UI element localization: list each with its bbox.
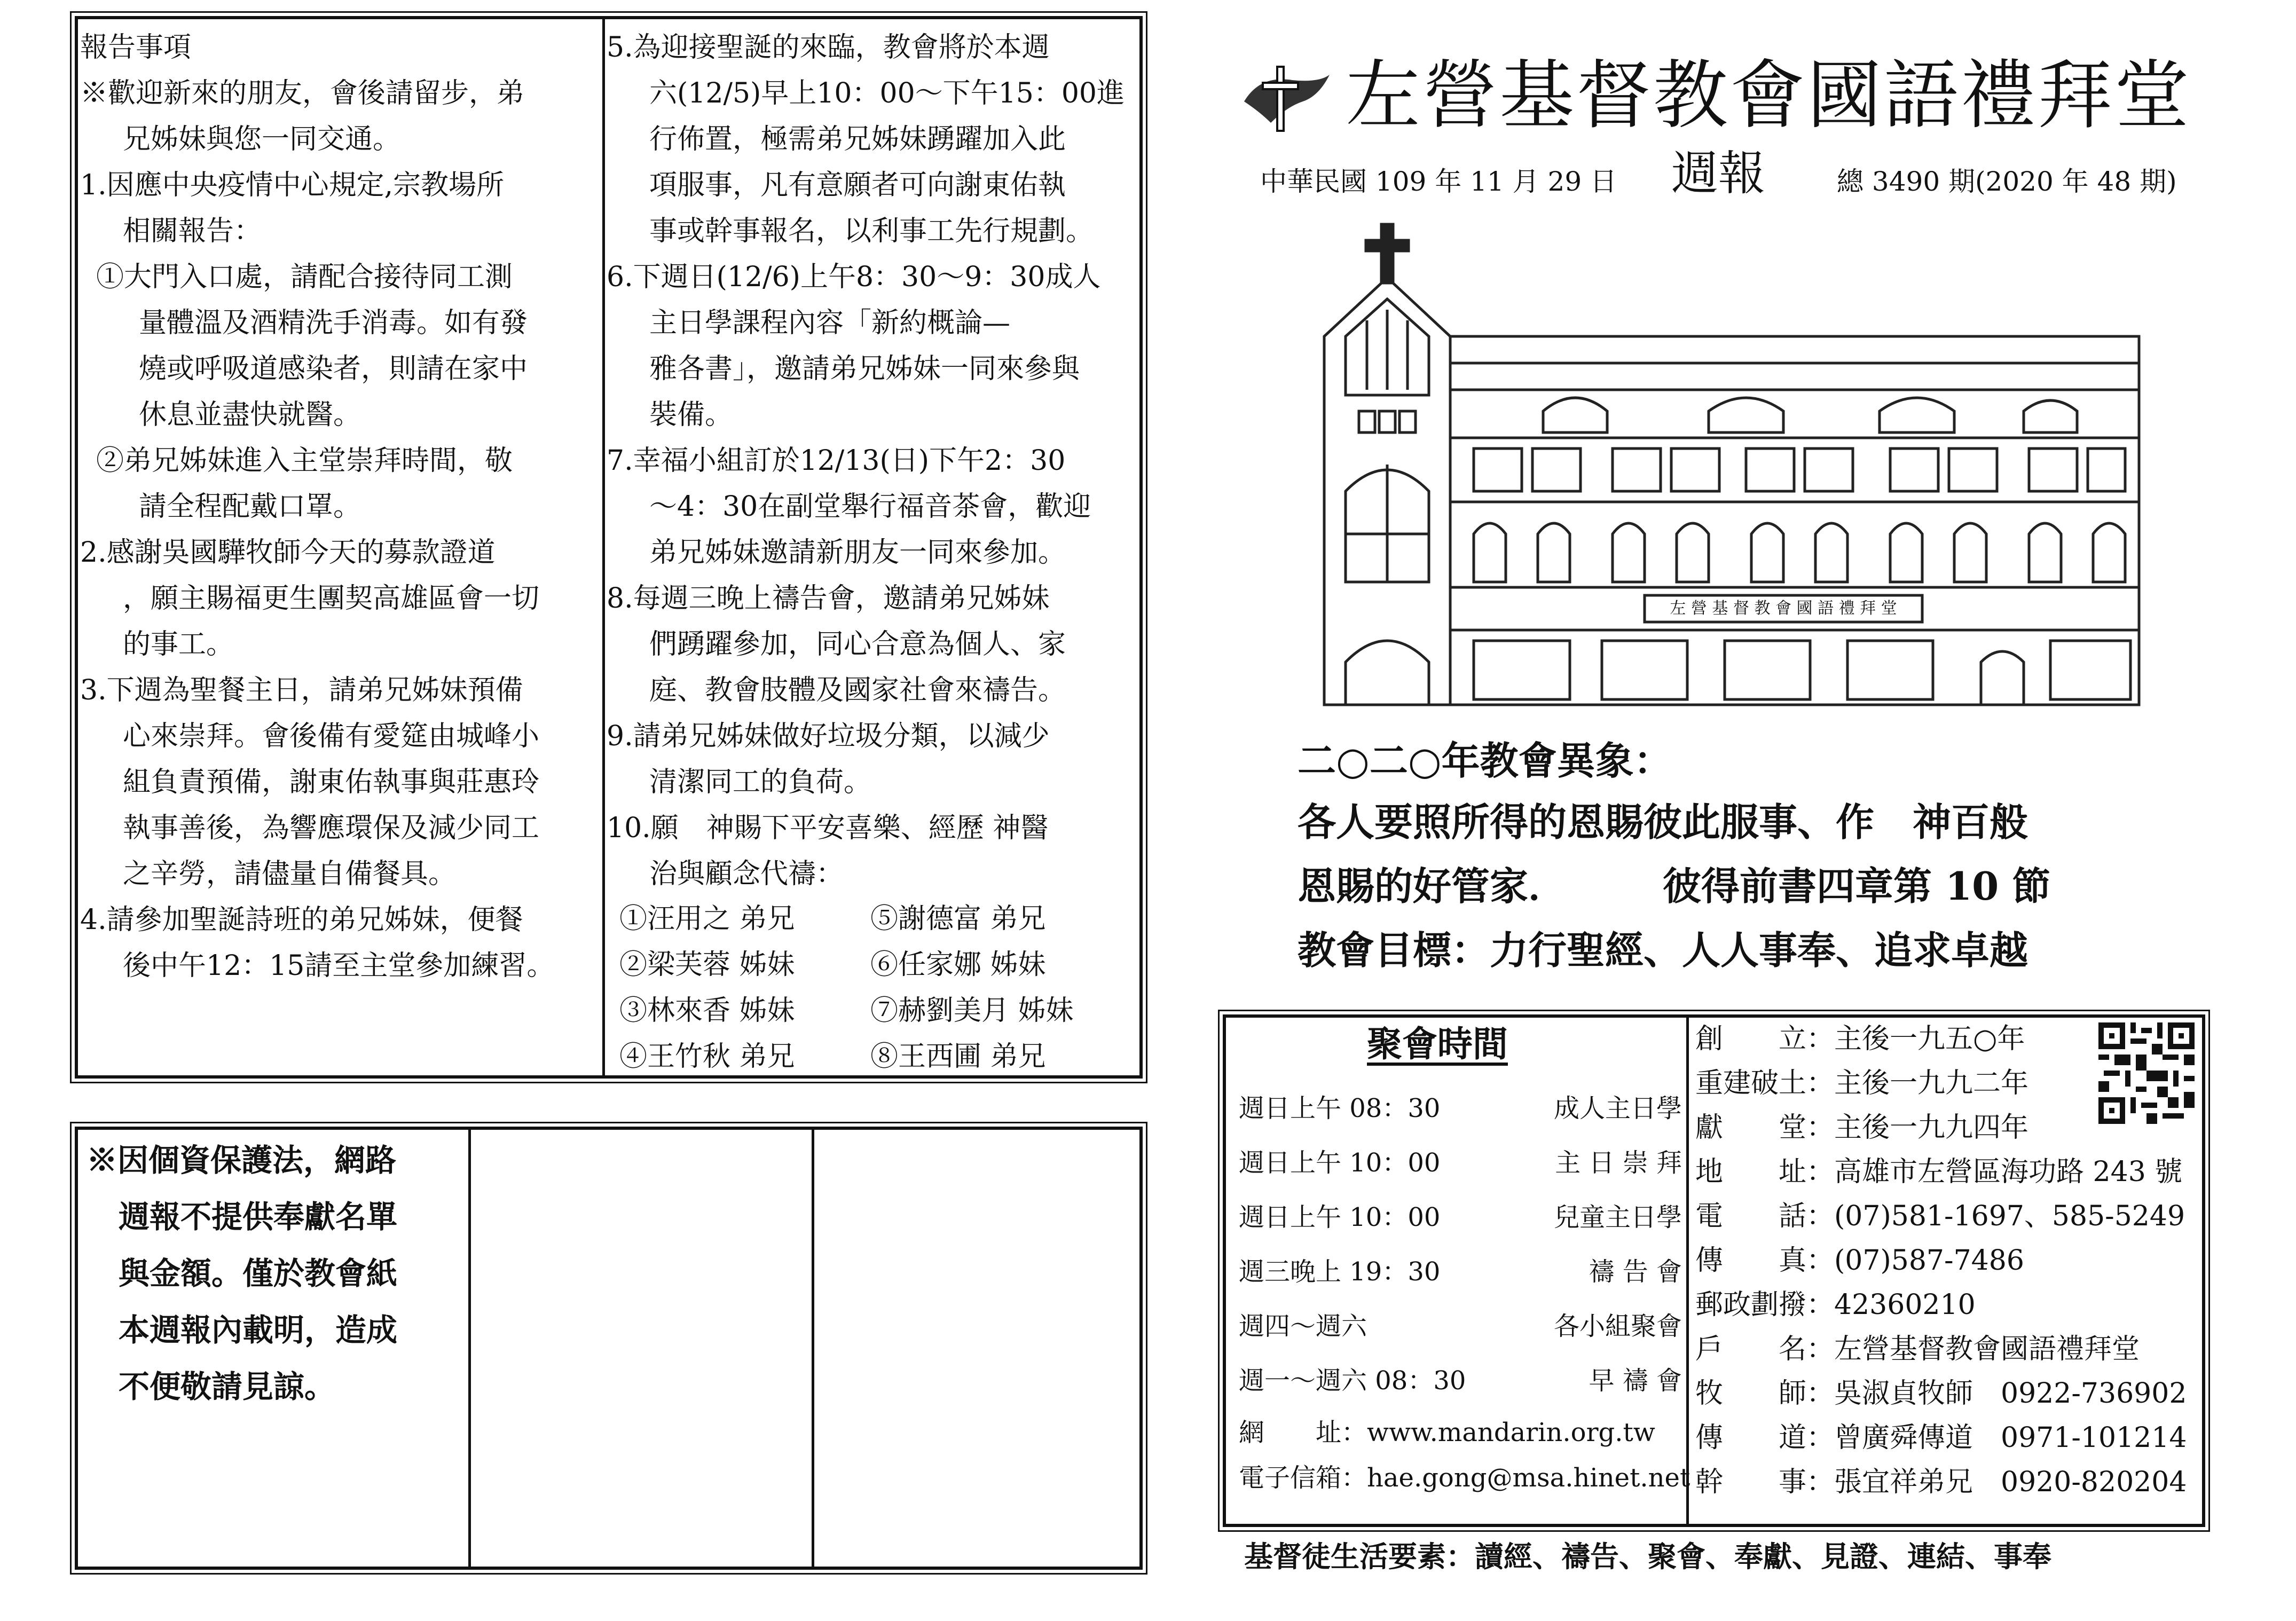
- schedule-row: [1239, 1081, 1682, 1136]
- privacy-notice: [87, 1132, 460, 1415]
- announcement-line: 之辛勞，請儘量自備餐具。: [123, 858, 457, 890]
- prayer-name: ④王竹秋 弟兄: [619, 1041, 795, 1073]
- announcement-line: 5.為迎接聖誕的來臨，教會將於本週: [607, 32, 1050, 64]
- announcement-line: 1.因應中央疫情中心規定,宗教場所: [80, 169, 505, 201]
- announcement-line: 量體溫及酒精洗手消毒。如有發: [139, 307, 528, 339]
- announcement-line: 弟兄姊妹邀請新朋友一同來參加。: [649, 537, 1066, 569]
- announcement-line: 2.感謝吳國驊牧師今天的募款證道: [80, 537, 496, 569]
- church-building-illustration: [1314, 214, 2146, 710]
- announcement-line: ～4：30在副堂舉行福音茶會，歡迎: [649, 491, 1091, 523]
- announcement-line: 主日學課程內容「新約概論—: [649, 307, 1011, 339]
- announcement-line: 後中午12：15請至主堂參加練習。: [123, 950, 555, 982]
- schedule-row: [1239, 1190, 1682, 1245]
- schedule-event: 各小組聚會: [1553, 1311, 1682, 1341]
- church-name: 左營基督教會國語禮拜堂: [1346, 52, 2192, 139]
- schedule-time: 週四～週六: [1239, 1311, 1367, 1341]
- schedule-time: 週一～週六 08：30: [1239, 1366, 1466, 1396]
- schedule-list: [1239, 1081, 1682, 1408]
- church-info-line: 牧 師：吳淑貞牧師 0922-736902: [1695, 1378, 2187, 1410]
- schedule-row: [1239, 1245, 1682, 1299]
- schedule-row: [1239, 1354, 1682, 1408]
- announcements-divider: [602, 16, 605, 1079]
- announcement-line: ※歡迎新來的朋友，會後請留步，弟: [80, 77, 525, 109]
- prayer-name: ②梁芙蓉 姊妹: [619, 949, 795, 981]
- announcement-line: ②弟兄姊妹進入主堂崇拜時間，敬: [96, 445, 513, 477]
- announcement-line: 的事工。: [123, 628, 234, 660]
- schedule-event: 兒童主日學: [1553, 1202, 1682, 1232]
- schedule-time: 週日上午 08：30: [1239, 1093, 1441, 1123]
- announcement-line: 休息並盡快就醫。: [139, 399, 361, 431]
- prayer-name: ⑧王西圃 弟兄: [870, 1041, 1046, 1073]
- privacy-notice-line: 與金額。僅於教會紙: [119, 1255, 398, 1292]
- privacy-notice-line: 本週報內載明，造成: [119, 1312, 398, 1348]
- website: 網 址：www.mandarin.org.tw: [1239, 1418, 1655, 1447]
- email: 電子信箱：hae.gong@msa.hinet.net: [1239, 1463, 1690, 1493]
- schedule-event: 成人主日學: [1553, 1093, 1682, 1123]
- announcement-line: 行佈置，極需弟兄姊妹踴躍加入此: [649, 123, 1066, 155]
- announcement-line: 9.請弟兄姊妹做好垃圾分類，以減少: [607, 720, 1050, 752]
- announcement-line: 6.下週日(12/6)上午8：30～9：30成人: [607, 261, 1101, 293]
- church-info-line: 幹 事：張宜祥弟兄 0920-820204: [1695, 1466, 2187, 1498]
- prayer-list-row: [619, 942, 1143, 988]
- announcement-line: 庭、教會肢體及國家社會來禱告。: [649, 674, 1066, 706]
- prayer-name: ⑦赫劉美月 姊妹: [870, 995, 1074, 1027]
- church-info-line: 創 立：主後一九五○年: [1695, 1023, 2025, 1055]
- vision-title: 二○二○年教會異象：: [1298, 738, 1672, 783]
- building-sign-text: 左 營 基 督 教 會 國 語 禮 拜 堂: [1670, 599, 1897, 618]
- announcement-line: 六(12/5)早上10：00～下午15：00進: [649, 77, 1125, 109]
- prayer-list-row: [619, 896, 1143, 942]
- vision-line-2: 恩賜的好管家． 彼得前書四章第 10 節: [1298, 863, 2051, 909]
- bulletin-date: 中華民國 109 年 11 月 29 日: [1260, 166, 1617, 197]
- church-info-line: 郵政劃撥：42360210: [1695, 1289, 1976, 1321]
- church-goal: 教會目標：力行聖經、人人事奉、追求卓越: [1298, 927, 2028, 973]
- schedule-event: 主 日 崇 拜: [1555, 1148, 1682, 1178]
- church-info-line: 傳 真：(07)587-7486: [1695, 1245, 2024, 1277]
- announcement-line: 燒或呼吸道感染者，則請在家中: [139, 353, 528, 385]
- announcement-line: 兄姊妹與您一同交通。: [123, 123, 401, 155]
- schedule-event: 早 禱 會: [1589, 1366, 1682, 1396]
- vision-line-1: 各人要照所得的恩賜彼此服事、作 神百般: [1298, 799, 2028, 845]
- church-logo: [1239, 64, 1335, 133]
- announcement-line: 7.幸福小組訂於12/13(日)下午2：30: [607, 445, 1066, 477]
- announcement-line: 治與顧念代禱：: [649, 858, 844, 890]
- prayer-list-row: [619, 988, 1143, 1034]
- announcement-line: 清潔同工的負荷。: [649, 766, 872, 798]
- offering-divider-2: [812, 1127, 814, 1570]
- schedule-time: 週日上午 10：00: [1239, 1202, 1441, 1232]
- prayer-name: ⑥任家娜 姊妹: [870, 949, 1046, 981]
- prayer-name: ①汪用之 弟兄: [619, 903, 795, 935]
- announcement-line: 項服事，凡有意願者可向謝東佑執: [649, 169, 1066, 201]
- announcement-line: 們踴躍參加，同心合意為個人、家: [649, 628, 1066, 660]
- prayer-list: [619, 896, 1143, 1080]
- announcement-line: 心來崇拜。會後備有愛筵由城峰小: [123, 720, 540, 752]
- prayer-name: ⑤謝德富 弟兄: [870, 903, 1046, 935]
- schedule-row: [1239, 1136, 1682, 1190]
- schedule-info-divider: [1686, 1014, 1689, 1527]
- privacy-notice-line: 不便敬請見諒。: [119, 1368, 336, 1405]
- schedule-row: [1239, 1299, 1682, 1354]
- announcement-line: 執事善後，為響應環保及減少同工: [123, 812, 540, 844]
- church-info-line: 獻 堂：主後一九九四年: [1695, 1112, 2029, 1144]
- bulletin-label: 週報: [1671, 146, 1766, 201]
- bulletin-issue: 總 3490 期(2020 年 48 期): [1837, 166, 2177, 197]
- schedule-title: 聚會時間: [1367, 1023, 1508, 1065]
- offering-divider-1: [468, 1127, 471, 1570]
- announcement-line: 裝備。: [649, 399, 733, 431]
- announcement-line: ①大門入口處，請配合接待同工測: [96, 261, 513, 293]
- prayer-name: ③林來香 姊妹: [619, 995, 795, 1027]
- church-info-line: 電 話：(07)581-1697、585-5249: [1695, 1200, 2185, 1232]
- qr-code: [2098, 1022, 2195, 1124]
- announcements-col2: [607, 25, 1141, 897]
- announcement-line: 8.每週三晚上禱告會，邀請弟兄姊妹: [607, 583, 1050, 615]
- announcement-line: 事或幹事報名，以利事工先行規劃。: [649, 215, 1094, 247]
- announcement-line: 4.請參加聖誕詩班的弟兄姊妹，便餐: [80, 904, 523, 936]
- privacy-notice-line: ※因個資保護法，網路: [87, 1142, 397, 1178]
- church-info-line: 地 址：高雄市左營區海功路 243 號: [1695, 1156, 2183, 1188]
- announcement-line: 雅各書」，邀請弟兄姊妹一同來參與: [649, 353, 1080, 385]
- announcement-line: ，願主賜福更生團契高雄區會一切: [123, 583, 540, 615]
- announcements-col1: [80, 25, 598, 989]
- announcement-line: 3.下週為聖餐主日，請弟兄姊妹預備: [80, 674, 523, 706]
- announcement-line: 報告事項: [80, 32, 192, 64]
- schedule-event: 禱 告 會: [1589, 1257, 1682, 1287]
- footer-motto: 基督徒生活要素：讀經、禱告、聚會、奉獻、見證、連結、事奉: [1244, 1539, 2051, 1573]
- church-info-line: 戶 名：左營基督教會國語禮拜堂: [1695, 1333, 2140, 1365]
- privacy-notice-line: 週報不提供奉獻名單: [119, 1199, 398, 1235]
- prayer-list-row: [619, 1034, 1143, 1080]
- announcement-line: 10.願 神賜下平安喜樂、經歷 神醫: [607, 812, 1049, 844]
- schedule-time: 週日上午 10：00: [1239, 1148, 1441, 1178]
- announcement-line: 組負責預備，謝東佑執事與莊惠玲: [123, 766, 540, 798]
- church-info-line: 傳 道：曾廣舜傳道 0971-101214: [1695, 1422, 2187, 1454]
- church-info-line: 重建破土：主後一九九二年: [1695, 1067, 2029, 1099]
- announcement-line: 請全程配戴口罩。: [139, 491, 361, 523]
- schedule-time: 週三晚上 19：30: [1239, 1257, 1441, 1287]
- announcement-line: 相關報告：: [123, 215, 262, 247]
